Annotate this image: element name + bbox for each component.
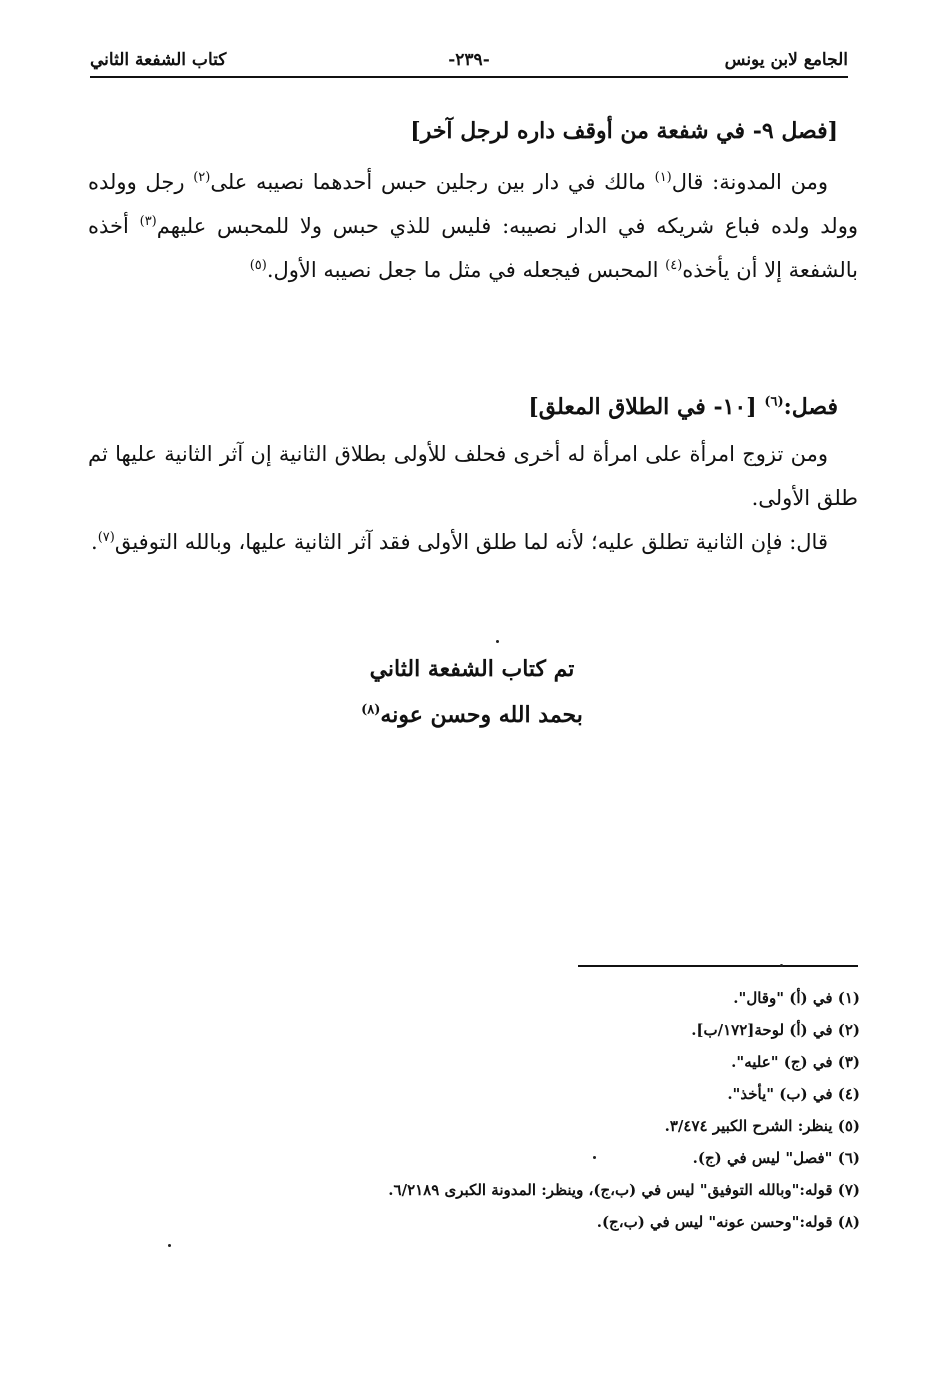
footnote-5: (٥) ينظر: الشرح الكبير ٣/٤٧٤. xyxy=(664,1117,860,1135)
footnote-1: (١) في (أ) "وقال". xyxy=(733,989,860,1007)
section-heading-9: [فصل ٩- في شفعة من أوقف داره لرجل آخر] xyxy=(410,118,838,144)
footnote-ref-6[interactable]: (٦) xyxy=(764,394,784,410)
scan-speck xyxy=(593,1156,596,1159)
header-chapter-title: كتاب الشفعة الثاني xyxy=(90,50,227,70)
header-rule xyxy=(90,76,848,78)
closing-line-1: تم كتاب الشفعة الثاني xyxy=(369,656,575,682)
page-number: -٢٣٩- xyxy=(448,50,490,70)
running-header xyxy=(90,46,848,78)
footnotes xyxy=(300,982,860,1238)
footnote-ref-7[interactable]: (٧) xyxy=(97,530,115,545)
closing-line-2: بحمد الله وحسن عونه$^{(٨)}$ xyxy=(361,702,583,728)
footnote-ref-5[interactable]: (٥) xyxy=(249,258,267,273)
section-heading-10: فصل:$^{(٦)}$ [١٠- في الطلاق المعلق] xyxy=(528,394,838,420)
footnote-ref-8[interactable]: (٨) xyxy=(361,702,381,718)
footnote-ref-4[interactable]: (٤) xyxy=(665,258,683,273)
scan-speck xyxy=(780,964,783,967)
section-9-paragraph: ومن المدونة: قال$^{(١)}$ مالك في دار بين رجلين حبس أحدهما نصيبه على$^{(٢)}$ رجل وولده وولد ولده فباع شريكه في الدار نصيبه: فليس للذي حبس ولا للمحبس عليهم$^{(٣)}$ أخذه بالشفعة إلا أن يأخذه$^{(٤)}$ المحبس فيجعله في مثل ما جعل نصيبه الأول.$^{(٥)}$ xyxy=(88,170,858,282)
header-book-title: الجامع لابن يونس xyxy=(724,50,848,70)
footnote-separator xyxy=(578,965,858,967)
section-10-paragraph-2: قال: فإن الثانية تطلق عليه؛ لأنه لما طلق الأولى فقد آثر الثانية عليها، وبالله التوفيق$^{(٧)}$. xyxy=(91,530,828,554)
section-10-paragraph-1: ومن تزوج امرأة على امرأة له أخرى فحلف للأولى بطلاق الثانية إن آثر الثانية عليها ثم طلق الأولى. xyxy=(88,442,858,510)
footnote-ref-1[interactable]: (١) xyxy=(654,170,672,185)
footnote-4: (٤) في (ب) "يأخذ". xyxy=(727,1085,860,1103)
footnote-6: (٦) "فصل" ليس في (ج). xyxy=(692,1149,860,1167)
footnote-ref-2[interactable]: (٢) xyxy=(193,170,211,185)
footnote-ref-3[interactable]: (٣) xyxy=(139,214,157,229)
scan-speck xyxy=(496,640,499,643)
footnote-3: (٣) في (ج) "عليه". xyxy=(731,1053,860,1071)
footnote-8: (٨) قوله:"وحسن عونه" ليس في (ب،ج). xyxy=(596,1213,860,1231)
footnote-7: (٧) قوله:"وبالله التوفيق" ليس في (ب،ج)، وينظر: المدونة الكبرى ٦/٢١٨٩. xyxy=(388,1181,860,1199)
footnote-2: (٢) في (أ) لوحة[١٧٢/ب]. xyxy=(691,1021,860,1039)
scan-speck xyxy=(168,1244,171,1247)
